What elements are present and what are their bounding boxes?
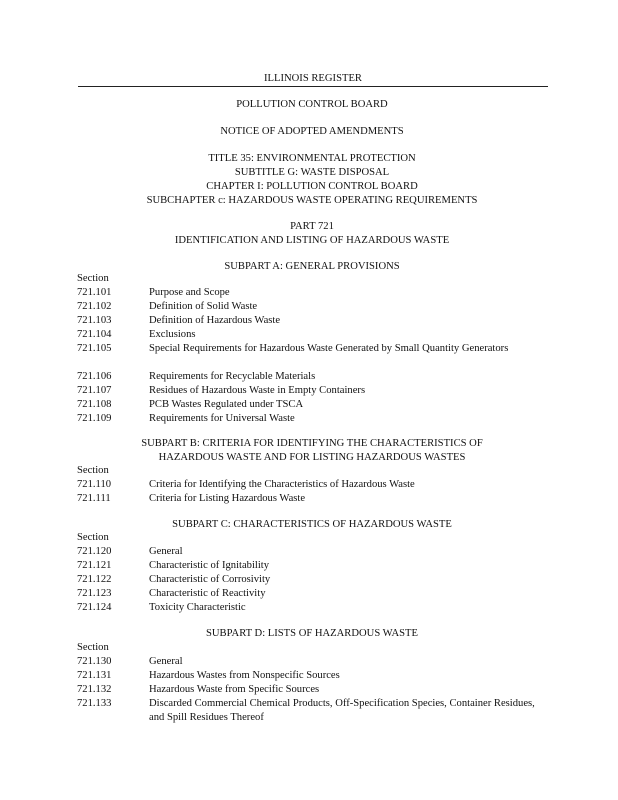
section-number: 721.132 — [77, 684, 112, 695]
subpart-a-heading: SUBPART A: GENERAL PROVISIONS — [224, 261, 400, 272]
section-title: Requirements for Recyclable Materials — [149, 371, 316, 382]
section-title: PCB Wastes Regulated under TSCA — [149, 399, 304, 410]
section-number: 721.121 — [77, 560, 112, 571]
section-title: Definition of Hazardous Waste — [149, 315, 281, 326]
chapter-line: CHAPTER I: POLLUTION CONTROL BOARD — [206, 181, 418, 192]
section-number: 721.107 — [77, 385, 112, 396]
section-label: Section — [77, 465, 109, 476]
section-title: General — [149, 546, 183, 557]
section-title: Characteristic of Reactivity — [149, 588, 266, 599]
section-title: Toxicity Characteristic — [149, 602, 246, 613]
register-name: ILLINOIS REGISTER — [264, 73, 362, 84]
section-number: 721.111 — [77, 493, 111, 504]
section-number: 721.101 — [77, 287, 112, 298]
section-number: 721.102 — [77, 301, 112, 312]
section-title: Requirements for Universal Waste — [149, 413, 295, 424]
section-title: Special Requirements for Hazardous Waste Generated by Small Quantity Generators — [149, 343, 509, 354]
section-number: 721.131 — [77, 670, 112, 681]
section-number: 721.123 — [77, 588, 112, 599]
section-number: 721.109 — [77, 413, 112, 424]
subchapter-line: SUBCHAPTER c: HAZARDOUS WASTE OPERATING REQUIREMENTS — [146, 195, 478, 206]
section-number: 721.105 — [77, 343, 112, 354]
section-label: Section — [77, 642, 109, 653]
section-title: Definition of Solid Waste — [149, 301, 258, 312]
subpart-c-heading: SUBPART C: CHARACTERISTICS OF HAZARDOUS WASTE — [172, 519, 452, 530]
subpart-b-heading: SUBPART B: CRITERIA FOR IDENTIFYING THE CHARACTERISTICS OF — [141, 438, 483, 449]
subpart-b-heading-cont: HAZARDOUS WASTE AND FOR LISTING HAZARDOUS WASTES — [158, 452, 466, 463]
section-title: Residues of Hazardous Waste in Empty Containers — [149, 385, 366, 396]
section-label: Section — [77, 273, 109, 284]
title-line: TITLE 35: ENVIRONMENTAL PROTECTION — [208, 153, 416, 164]
subpart-d-heading: SUBPART D: LISTS OF HAZARDOUS WASTE — [206, 628, 418, 639]
register-header — [78, 72, 548, 86]
section-title: Discarded Commercial Chemical Products, Off-Specification Species, Container Residues, and Spill Residues Thereof — [149, 698, 535, 723]
section-number: 721.120 — [77, 546, 112, 557]
section-number: 721.110 — [77, 479, 112, 490]
board-name: POLLUTION CONTROL BOARD — [236, 99, 388, 110]
section-title: Purpose and Scope — [149, 287, 230, 298]
section-number: 721.106 — [77, 371, 112, 382]
section-title: Characteristic of Ignitability — [149, 560, 270, 571]
section-number: 721.124 — [77, 602, 112, 613]
section-title: Hazardous Wastes from Nonspecific Sources — [149, 670, 340, 681]
section-number: 721.103 — [77, 315, 112, 326]
section-label: Section — [77, 532, 109, 543]
section-title: General — [149, 656, 183, 667]
header-rule — [78, 86, 548, 87]
section-number: 721.104 — [77, 329, 112, 340]
notice-title: NOTICE OF ADOPTED AMENDMENTS — [220, 126, 404, 137]
section-title: Exclusions — [149, 329, 196, 340]
section-title: Characteristic of Corrosivity — [149, 574, 271, 585]
part-number: PART 721 — [290, 221, 334, 232]
section-number: 721.130 — [77, 656, 112, 667]
part-title: IDENTIFICATION AND LISTING OF HAZARDOUS WASTE — [174, 235, 450, 246]
section-number: 721.108 — [77, 399, 112, 410]
subtitle-line: SUBTITLE G: WASTE DISPOSAL — [234, 167, 390, 178]
section-title: Criteria for Listing Hazardous Waste — [149, 493, 306, 504]
section-number: 721.122 — [77, 574, 112, 585]
section-title: Criteria for Identifying the Characteristics of Hazardous Waste — [149, 479, 415, 490]
section-number: 721.133 — [77, 698, 112, 709]
section-title: Hazardous Waste from Specific Sources — [149, 684, 320, 695]
